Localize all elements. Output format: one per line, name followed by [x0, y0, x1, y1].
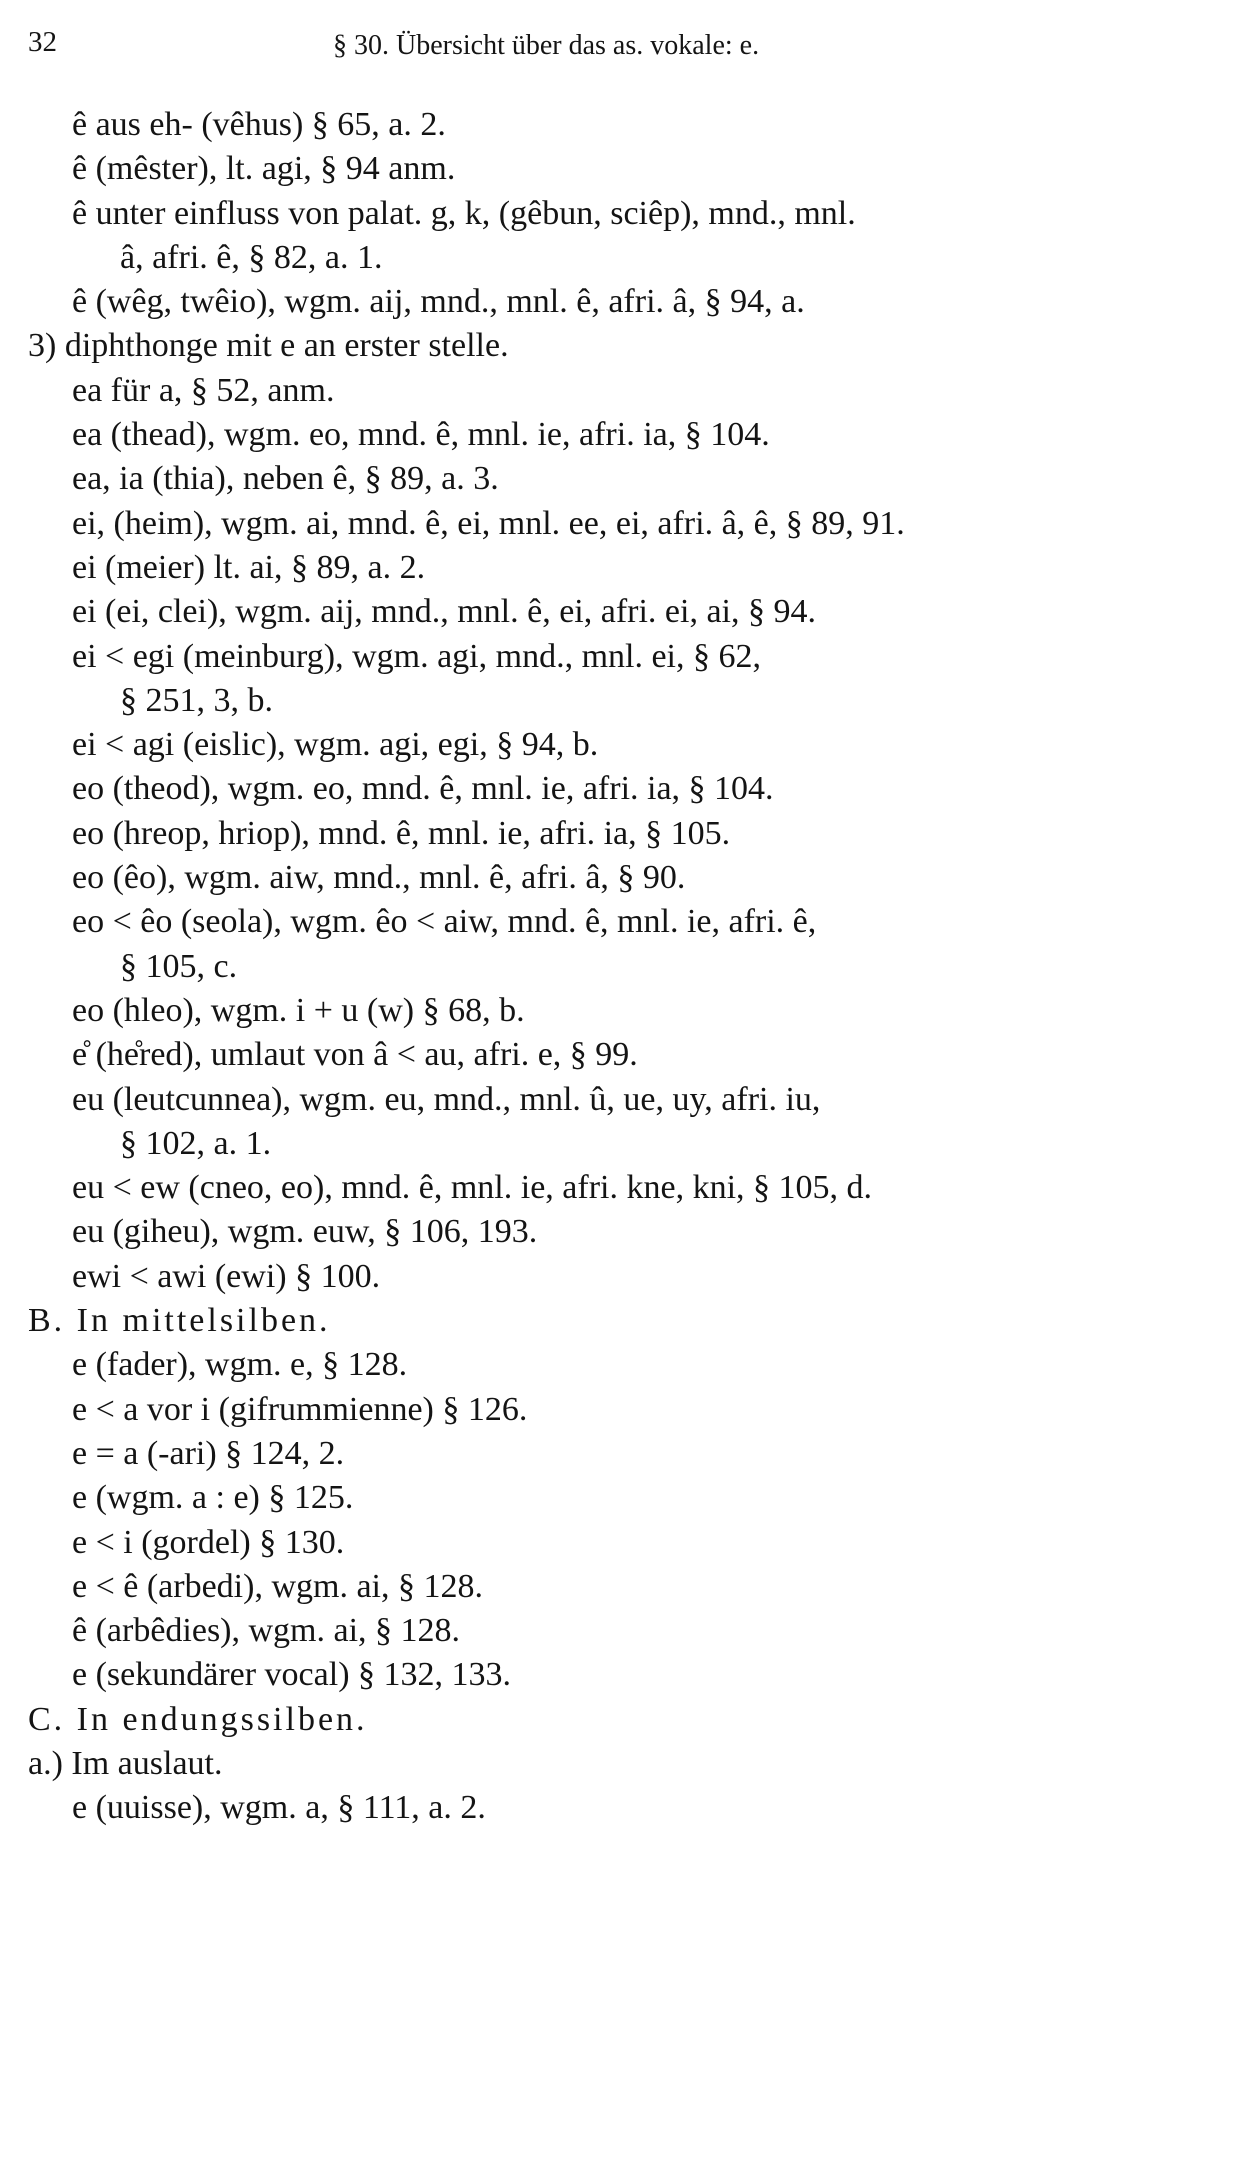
text-line: e < i (gordel) § 130. [72, 1523, 345, 1561]
text-line: ê (wêg, twêio), wgm. aij, mnd., mnl. ê, afri. â, § 94, a. [72, 283, 805, 321]
text-line: ei < egi (meinburg), wgm. agi, mnd., mnl. ei, § 62, [72, 637, 761, 675]
text-line: e (uuisse), wgm. a, § 111, a. 2. [72, 1789, 486, 1827]
text-line: eu < ew (cneo, eo), mnd. ê, mnl. ie, afri. kne, kni, § 105, d. [72, 1169, 873, 1207]
page-number: 32 [28, 26, 57, 58]
text-line: ei (ei, clei), wgm. aij, mnd., mnl. ê, ei, afri. ei, ai, § 94. [72, 593, 816, 631]
text-line: § 105, c. [120, 947, 238, 985]
text-line: § 102, a. 1. [120, 1124, 272, 1162]
page-header [28, 22, 1188, 70]
text-line: ê (arbêdies), wgm. ai, § 128. [72, 1612, 461, 1650]
text-line: e = a (-ari) § 124, 2. [72, 1434, 345, 1472]
text-line: â, afri. ê, § 82, a. 1. [120, 238, 383, 276]
page-body [28, 103, 1203, 1831]
subsection-heading: a.) Im auslaut. [28, 1744, 223, 1782]
text-line: eo (theod), wgm. eo, mnd. ê, mnl. ie, afri. ia, § 104. [72, 770, 774, 808]
text-line: ê unter einfluss von palat. g, k, (gêbun, sciêp), mnd., mnl. [72, 194, 856, 232]
text-line: e (sekundärer vocal) § 132, 133. [72, 1656, 512, 1694]
text-line: ewi < awi (ewi) § 100. [72, 1257, 381, 1295]
text-line: ea (thead), wgm. eo, mnd. ê, mnl. ie, afri. ia, § 104. [72, 416, 770, 454]
text-line: ê aus eh- (vêhus) § 65, a. 2. [72, 106, 446, 143]
text-line: eu (giheu), wgm. euw, § 106, 193. [72, 1213, 538, 1251]
text-line: eo (hleo), wgm. i + u (w) § 68, b. [72, 991, 525, 1029]
text-line: eo (êo), wgm. aiw, mnd., mnl. ê, afri. â, § 90. [72, 859, 686, 897]
text-line: ê (mêster), lt. agi, § 94 anm. [72, 150, 456, 188]
text-line: e < a vor i (gifrummienne) § 126. [72, 1390, 528, 1428]
text-line: § 251, 3, b. [120, 681, 273, 719]
text-line: e (fader), wgm. e, § 128. [72, 1346, 408, 1384]
text-line: ei, (heim), wgm. ai, mnd. ê, ei, mnl. ee, ei, afri. â, ê, § 89, 91. [72, 504, 905, 542]
text-line: ei (meier) lt. ai, § 89, a. 2. [72, 548, 426, 586]
running-title: § 30. Übersicht über das as. vokale: e. [333, 30, 760, 61]
text-line: e < ê (arbedi), wgm. ai, § 128. [72, 1567, 483, 1605]
text-line: eo (hreop, hriop), mnd. ê, mnl. ie, afri. ia, § 105. [72, 814, 731, 852]
text-line: ea, ia (thia), neben ê, § 89, a. 3. [72, 460, 499, 498]
text-line: eo < êo (seola), wgm. êo < aiw, mnd. ê, mnl. ie, afri. ê, [72, 903, 817, 941]
section-heading: B. In mittelsilben. [28, 1302, 331, 1340]
section-heading: C. In endungssilben. [28, 1700, 368, 1738]
text-line: e̊ (he̊red), umlaut von â < au, afri. e, § 99. [72, 1036, 638, 1074]
text-line: eu (leutcunnea), wgm. eu, mnd., mnl. û, ue, uy, afri. iu, [72, 1080, 821, 1118]
text-line: 3) diphthonge mit e an erster stelle. [28, 327, 509, 365]
text-line: e (wgm. a : e) § 125. [72, 1479, 354, 1517]
text-line: ei < agi (eislic), wgm. agi, egi, § 94, b. [72, 726, 599, 764]
text-line: ea für a, § 52, anm. [72, 371, 335, 409]
